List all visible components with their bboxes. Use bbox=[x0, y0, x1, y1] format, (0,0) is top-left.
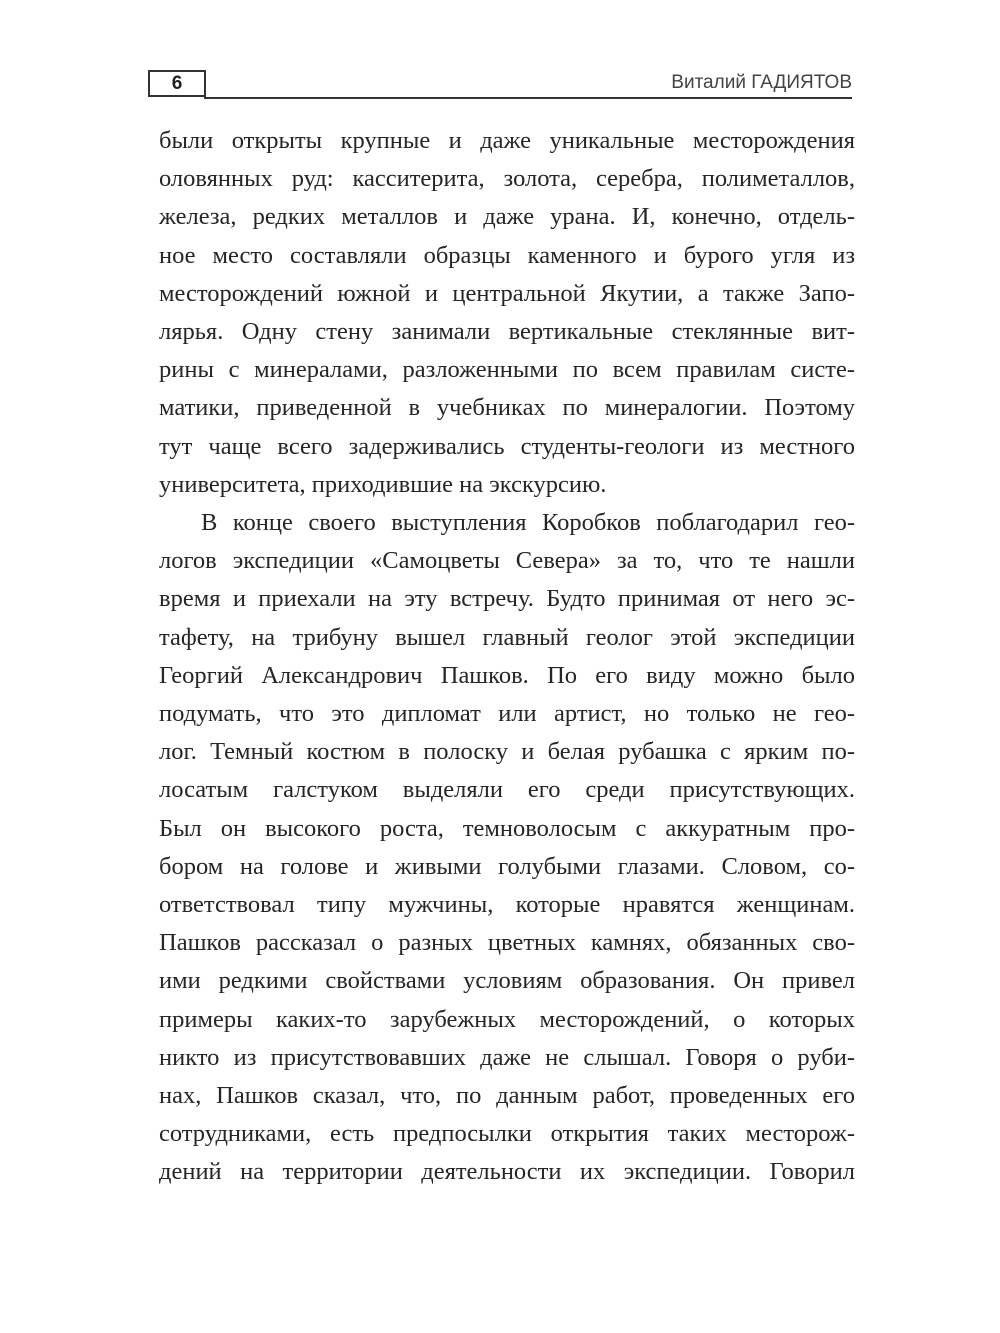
text-line: лярья. Одну стену занимали вертикальные стеклянные вит- bbox=[159, 318, 855, 346]
text-line: Пашков рассказал о разных цветных камнях, обязанных сво- bbox=[159, 929, 855, 957]
text-line: бором на голове и живыми голубыми глазами. Словом, со- bbox=[159, 852, 855, 880]
text-line: тут чаще всего задерживались студенты-геологи из местного bbox=[159, 432, 855, 460]
text-line: Георгий Александрович Пашков. По его виду можно было bbox=[159, 661, 855, 689]
text-line: были открыты крупные и даже уникальные месторождения bbox=[159, 127, 855, 154]
text-line: ими редкими свойствами условиям образования. Он привел bbox=[159, 967, 855, 995]
text-line: нах, Пашков сказал, что, по данным работ, проведенных его bbox=[159, 1082, 855, 1110]
text-line: примеры каких-то зарубежных месторождений, о которых bbox=[159, 1005, 855, 1033]
text-line: логов экспедиции «Самоцветы Севера» за то, что те нашли bbox=[159, 547, 855, 575]
text-line: время и приехали на эту встречу. Будто принимая от него эс- bbox=[159, 585, 855, 613]
text-line: подумать, что это дипломат или артист, но только не гео- bbox=[159, 700, 855, 728]
paragraph bbox=[159, 504, 855, 1192]
text-line: рины с минералами, разложенными по всем правилам систе- bbox=[159, 356, 855, 384]
text-line: железа, редких металлов и даже урана. И, конечно, отдель- bbox=[159, 203, 855, 231]
text-line: никто из присутствовавших даже не слышал. Говоря о руби- bbox=[159, 1043, 855, 1071]
body-text bbox=[159, 122, 855, 1192]
text-line: лосатым галстуком выделяли его среди присутствующих. bbox=[159, 776, 855, 804]
text-line: месторождений южной и центральной Якутии, а также Запо- bbox=[159, 279, 855, 307]
header-rule bbox=[204, 97, 852, 99]
text-line: Был он высокого роста, темноволосым с аккуратным про- bbox=[159, 814, 855, 842]
text-line: В конце своего выступления Коробков поблагодарил гео- bbox=[201, 509, 855, 537]
page-header bbox=[148, 70, 852, 100]
text-line: ответствовал типу мужчины, которые нравятся женщинам. bbox=[159, 891, 855, 919]
text-line: матики, приведенной в учебниках по минералогии. Поэтому bbox=[159, 394, 855, 422]
text-line: ное место составляли образцы каменного и бурого угля из bbox=[159, 241, 855, 269]
text-line: тафету, на трибуну вышел главный геолог этой экспедиции bbox=[159, 623, 855, 651]
paragraph bbox=[159, 122, 855, 504]
text-line: дений на территории деятельности их экспедиции. Говорил bbox=[159, 1158, 855, 1186]
text-line: сотрудниками, есть предпосылки открытия таких месторож- bbox=[159, 1120, 855, 1148]
running-head-author: Виталий ГАДИЯТОВ bbox=[671, 72, 852, 93]
text-line: университета, приходившие на экскурсию. bbox=[159, 470, 607, 498]
page-number: 6 bbox=[148, 70, 206, 97]
text-line: оловянных руд: касситерита, золота, серебра, полиметаллов, bbox=[159, 165, 855, 193]
text-line: лог. Темный костюм в полоску и белая рубашка с ярким по- bbox=[159, 738, 855, 766]
